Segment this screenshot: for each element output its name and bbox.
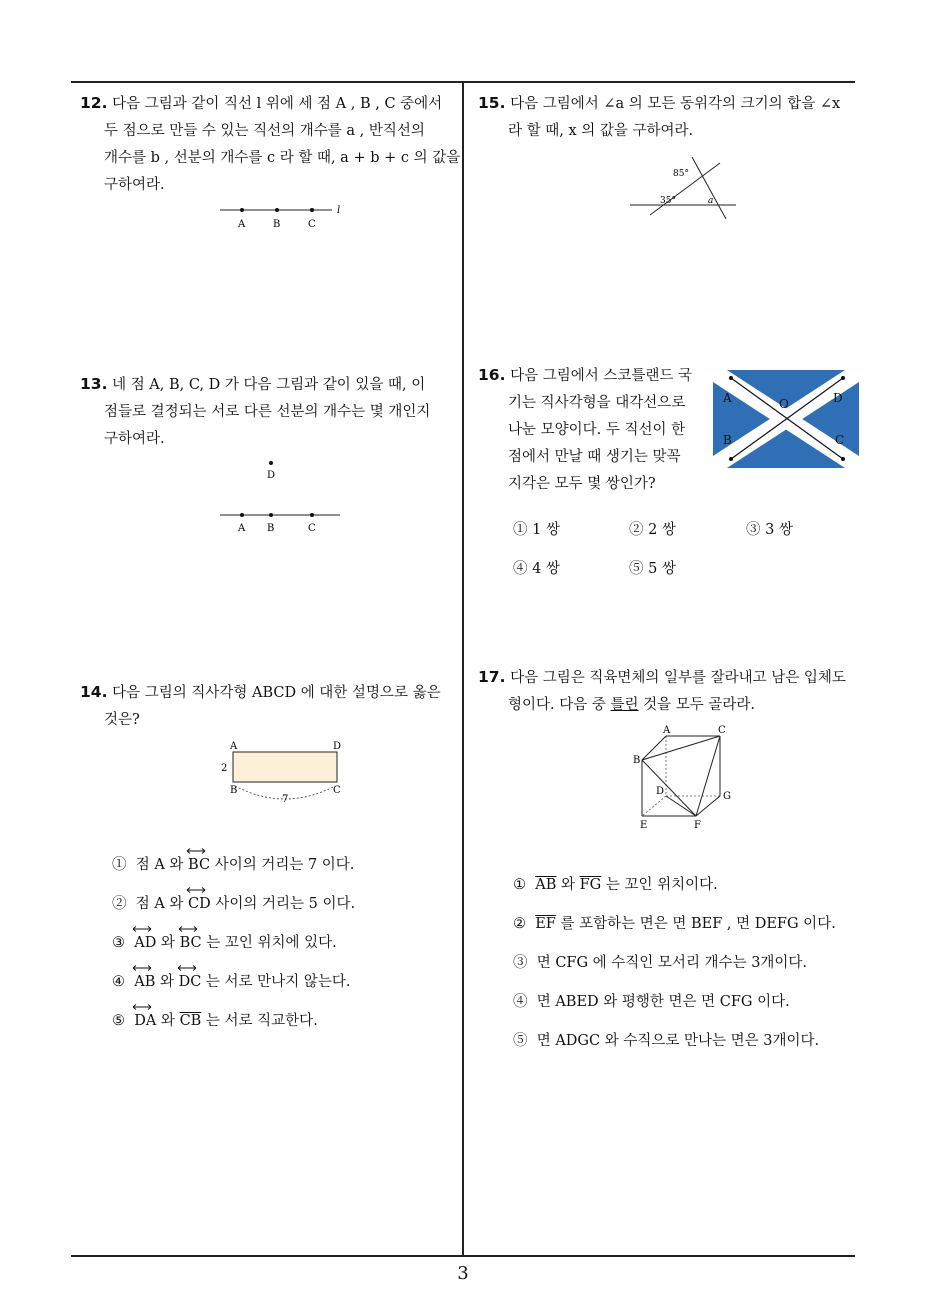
question-13 (80, 371, 456, 453)
svg-text:E: E (640, 820, 648, 830)
point-b-label: B (273, 219, 281, 230)
question-12-line-2: 두 점으로 만들 수 있는 직선의 개수를 a , 반직선의 (104, 123, 425, 139)
question-15 (478, 90, 856, 145)
q14-option-1[interactable]: ① 점 A 와 BC 사이의 거리는 7 이다. (112, 853, 354, 874)
svg-text:D: D (656, 786, 665, 797)
q14-option-4[interactable]: ④ AB 와 DC 는 서로 만나지 않는다. (112, 970, 350, 991)
svg-text:A: A (663, 725, 671, 736)
q14-option-5[interactable]: ⑤ DA 와 $\overline{CB}$ 는 서로 직교한다. (112, 1009, 318, 1030)
svg-text:B: B (723, 433, 732, 447)
q14-option-2[interactable]: ② 점 A 와 CD 사이의 거리는 5 이다. (112, 892, 355, 913)
svg-text:C: C (333, 785, 341, 796)
svg-text:B: B (267, 523, 275, 534)
svg-text:A: A (723, 391, 732, 405)
svg-text:C: C (308, 523, 316, 534)
q14-option-3[interactable]: ③ AD 와 BC 는 꼬인 위치에 있다. (112, 931, 337, 952)
question-12-line-1: 12. 다음 그림과 같이 직선 l 위에 세 점 A , B , C 중에서 (80, 94, 443, 112)
q16-option-4[interactable]: ④ 4 쌍 (513, 561, 560, 577)
question-12-line-4: 구하여라. (104, 177, 165, 193)
column-divider (462, 81, 464, 1256)
svg-text:D: D (333, 741, 342, 752)
question-17-line-1: 17. 다음 그림은 직육면체의 일부를 잘라내고 남은 입체도 (478, 668, 846, 686)
question-17 (478, 664, 856, 719)
svg-text:a: a (708, 196, 714, 206)
question-17-line-2: 형이다. 다음 중 틀린 것을 모두 골라라. (508, 697, 755, 713)
q17-option-1[interactable]: ① $\overline{AB}$ 와 $\overline{FG}$ 는 꼬인 위치이다. (513, 877, 718, 893)
question-16-line-1: 16. 다음 그림에서 스코틀랜드 국 (478, 366, 692, 384)
question-16 (478, 362, 708, 498)
question-16-line-4: 점에서 만날 때 생기는 맞꼭 (508, 449, 681, 465)
q17-option-2[interactable]: ② $\overline{EF}$ 를 포함하는 면은 면 BEF , 면 DEFG 이다. (513, 916, 836, 932)
q17-solid-figure (630, 724, 740, 830)
question-13-line-2: 점들로 결정되는 서로 다른 선분의 개수는 몇 개인지 (104, 404, 431, 420)
question-16-line-3: 나눈 모양이다. 두 직선이 한 (508, 422, 686, 438)
line-l-label: l (337, 205, 341, 216)
svg-text:G: G (723, 791, 731, 802)
q14-rectangle-figure (215, 738, 355, 808)
q12-line-figure (210, 198, 360, 232)
bottom-rule (71, 1255, 855, 1257)
q16-option-1[interactable]: ① 1 쌍 (513, 522, 560, 538)
question-12 (80, 90, 461, 199)
svg-text:B: B (230, 785, 238, 796)
svg-text:D: D (833, 391, 843, 405)
svg-text:F: F (694, 820, 701, 830)
question-14-line-1: 14. 다음 그림의 직사각형 ABCD 에 대한 설명으로 옳은 (80, 683, 441, 701)
svg-text:C: C (835, 433, 845, 447)
question-14 (80, 679, 456, 734)
point-a-label: A (238, 219, 246, 230)
q16-option-2[interactable]: ② 2 쌍 (629, 522, 676, 538)
question-15-line-2: 라 할 때, x 의 값을 구하여라. (508, 123, 694, 139)
q16-option-3[interactable]: ③ 3 쌍 (746, 522, 793, 538)
page-number: 3 (457, 1263, 469, 1284)
question-13-line-3: 구하여라. (104, 431, 165, 447)
svg-text:C: C (718, 725, 726, 736)
svg-text:2: 2 (221, 763, 228, 774)
question-13-line-1: 13. 네 점 A, B, C, D 가 다음 그림과 같이 있을 때, 이 (80, 375, 426, 393)
point-c-label: C (308, 219, 316, 230)
q17-option-5[interactable]: ⑤ 면 ADGC 와 수직으로 만나는 면은 3개이다. (513, 1033, 820, 1049)
question-16-line-5: 지각은 모두 몇 쌍인가? (508, 476, 656, 492)
svg-text:O: O (779, 397, 789, 411)
svg-text:A: A (238, 523, 246, 534)
svg-text:D: D (267, 470, 276, 481)
q17-option-3[interactable]: ③ 면 CFG 에 수직인 모서리 개수는 3개이다. (513, 955, 808, 971)
question-14-line-2: 것은? (104, 712, 140, 728)
svg-text:85°: 85° (673, 169, 689, 179)
question-15-line-1: 15. 다음 그림에서 ∠a 의 모든 동위각의 크기의 합을 ∠x (478, 94, 841, 112)
q13-points-figure (210, 455, 350, 535)
question-16-line-2: 기는 직사각형을 대각선으로 (508, 395, 686, 411)
q17-option-4[interactable]: ④ 면 ABED 와 평행한 면은 면 CFG 이다. (513, 994, 790, 1010)
svg-text:B: B (633, 755, 641, 766)
svg-text:35°: 35° (660, 196, 676, 206)
svg-text:7: 7 (282, 794, 289, 805)
q16-option-5[interactable]: ⑤ 5 쌍 (629, 561, 676, 577)
question-12-line-3: 개수를 b , 선분의 개수를 c 라 할 때, a + b + c 의 값을 (104, 150, 461, 166)
q15-angles-figure (628, 155, 740, 225)
question-number: 12. (80, 94, 108, 112)
q16-scotland-flag-figure (713, 370, 859, 468)
svg-text:A: A (230, 741, 238, 752)
